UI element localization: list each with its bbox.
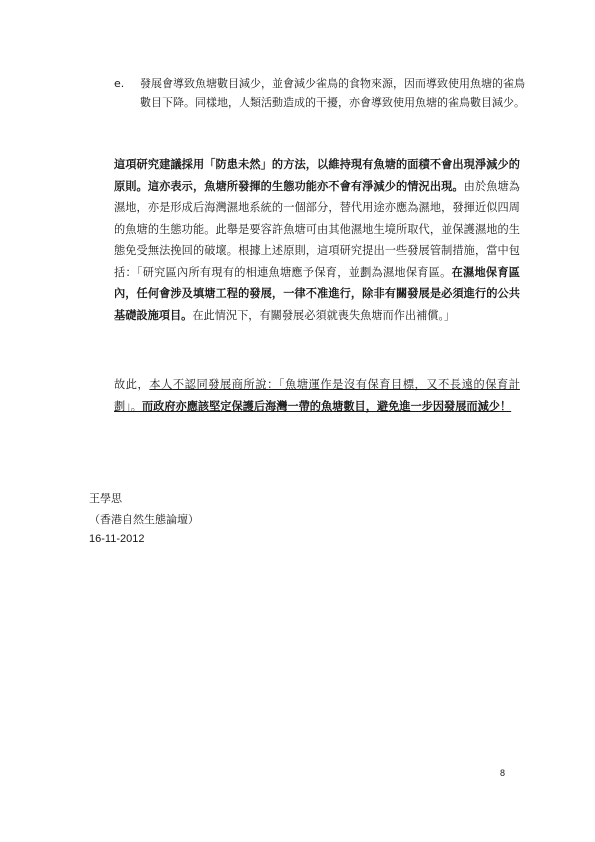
- bold-text-restriction: 在濕地保育區內，任何會涉及填塘工程的發展，一律不准進行，除非有關發展是必須進行的公共基礎設施項目。: [114, 265, 520, 322]
- underlined-statement: 本人不認同發展商所說：「魚塘運作是沒有保育目標，又不長遠的保育計劃」。: [114, 378, 520, 413]
- signature-name: 王學思: [89, 492, 122, 505]
- list-marker: e.: [114, 77, 125, 90]
- signature-organization: （香港自然生態論壇）: [89, 513, 199, 526]
- list-item-e: [114, 74, 534, 112]
- body-text-wetland: 由於魚塘為濕地，亦是形成后海灣濕地系統的一個部分，替代用途亦應為濕地，發揮近似四周的魚塘的生態功能。此舉是要容許魚塘可由其他濕地生境所取代，並保護濕地的生態免受無法挽回的破壞。根據上述原則，這項研究提出一些發展管制措施，當中包括：「研究區內所有現有的相連魚塘應予保育，並劃為濕地保育區。: [114, 179, 520, 279]
- paragraph-recommendation: [114, 154, 520, 326]
- signature-date: 16-11-2012: [89, 533, 145, 545]
- conclusion-lead: 故此，: [114, 378, 150, 391]
- paragraph-conclusion: [114, 374, 520, 417]
- list-item-text: 發展會導致魚塘數目減少，並會減少雀鳥的食物來源，因而導致使用魚塘的雀鳥數目下降。同樣地，人類活動造成的干擾，亦會導致使用魚塘的雀鳥數目減少。: [140, 77, 525, 109]
- page-number: 8: [500, 768, 506, 778]
- underlined-bold-statement: 而政府亦應該堅定保護后海灣一帶的魚塘數目，避免進一步因發展而減少！: [141, 399, 512, 413]
- body-text-compensation: 在此情況下，有關發展必須就喪失魚塘而作出補償。」: [192, 308, 456, 322]
- bold-text-principle: 這項研究建議採用「防患未然」的方法，以維持現有魚塘的面積不會出現淨減少的原則。這亦表示，魚塘所發揮的生態功能亦不會有淨減少的情況出現。: [114, 158, 520, 193]
